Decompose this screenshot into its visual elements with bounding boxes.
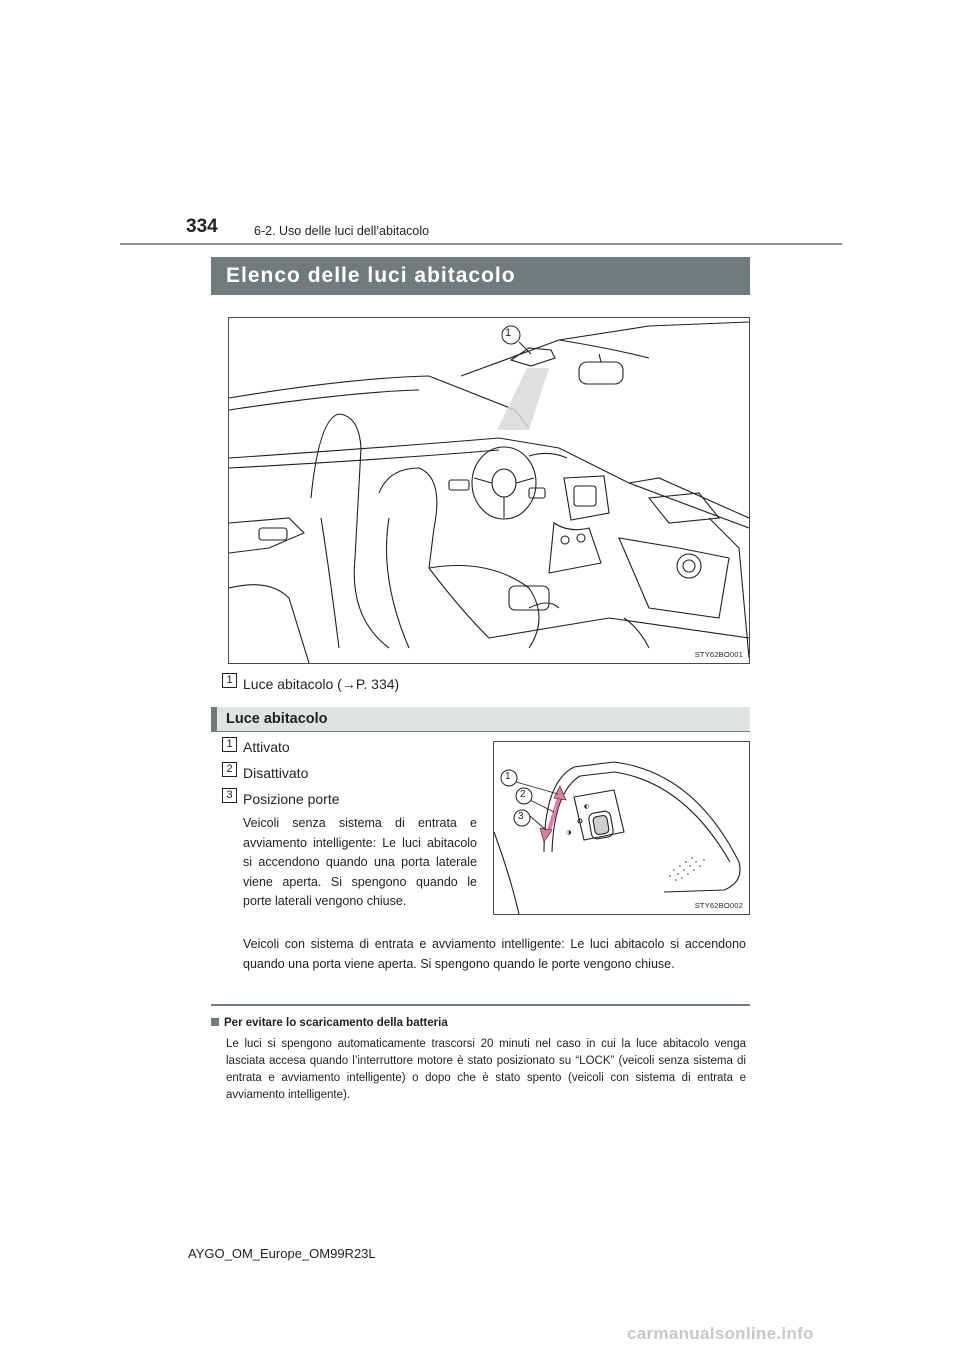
note-rule <box>211 1004 750 1006</box>
position-1-label: Attivato <box>243 739 290 755</box>
position-3-label: Posizione porte <box>243 791 340 807</box>
page-number: 334 <box>186 216 218 237</box>
legend-text: Luce abitacolo (→P. 334) <box>243 676 400 692</box>
callout-switch-3-label: 3 <box>518 811 524 822</box>
subsection-rule <box>211 731 750 732</box>
callout-1-label: 1 <box>505 327 512 339</box>
section-title: Elenco delle luci abitacolo <box>211 257 750 295</box>
svg-text:◑: ◑ <box>566 829 572 836</box>
position-3-number: 3 <box>222 788 237 803</box>
figure2-code: STY62BO002 <box>694 901 743 910</box>
door-position-without-smart: Veicoli senza sistema di entrata e avviamento intelligente: Le luci abitacolo si accendono quando una porta laterale viene aperta. Si spengono quando le porte laterali vengono chiuse. <box>243 816 477 908</box>
dome-light-switch-illustration <box>493 741 750 915</box>
header-rule <box>120 243 842 245</box>
subsection-title: Luce abitacolo <box>211 707 750 732</box>
note-body: Le luci si spengono automaticamente trascorsi 20 minuti nel caso in cui la luce abitacolo venga lasciata accesa quando l’interruttore motore è stato posizionato su “LOCK” (veicoli senza sistema di entrata e avviamento intelligente) o dopo che è stato spento (veicoli con sistema di entrata e avviamento intelligente). <box>226 1038 746 1101</box>
cabin-drawing <box>229 318 749 663</box>
callout-switch-1-label: 1 <box>505 771 511 782</box>
position-2-label: Disattivato <box>243 765 309 781</box>
callout-switch-2-label: 2 <box>520 789 526 800</box>
position-1-number: 1 <box>222 737 237 752</box>
position-2-number: 2 <box>222 762 237 777</box>
note-square-icon <box>211 1018 219 1026</box>
cabin-illustration <box>228 317 750 664</box>
legend-number-box: 1 <box>222 673 237 688</box>
footer-code: AYGO_OM_Europe_OM99R23L <box>188 1246 376 1261</box>
note-title <box>211 1017 448 1029</box>
svg-text:◐: ◐ <box>584 803 590 810</box>
switch-drawing <box>494 742 749 914</box>
section-path: 6-2. Uso delle luci dell’abitacolo <box>254 224 430 238</box>
door-position-with-smart: Veicoli con sistema di entrata e avviamento intelligente: Le luci abitacolo si accendono quando una porta viene aperta. Si spengono quando le porte vengono chiuse. <box>243 937 746 971</box>
figure1-code: STY62BO001 <box>694 650 743 659</box>
note-title-text: Per evitare lo scaricamento della batteria <box>224 1017 448 1029</box>
watermark: carmanualsonline.info <box>627 1324 814 1343</box>
